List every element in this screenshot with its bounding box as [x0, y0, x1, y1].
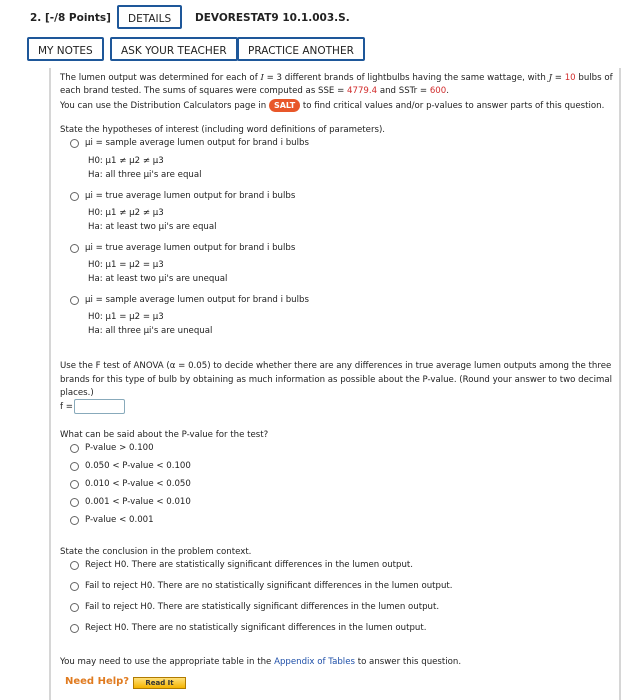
f-label: f = [60, 402, 73, 412]
question-header [0, 0, 642, 70]
hypotheses-prompt: State the hypotheses of interest (including word definitions of parameters). [60, 125, 386, 135]
pvalue-option-3: 0.010 < P-value < 0.050 [85, 479, 191, 489]
hypothesis-1-h0: H0: μ1 ≠ μ2 ≠ μ3 [88, 156, 164, 166]
pvalue-option-1: P-value > 0.100 [85, 443, 154, 453]
hypothesis-2-h0: H0: μ1 ≠ μ2 ≠ μ3 [88, 208, 164, 218]
hypothesis-2-ha: Ha: at least two μi's are equal [88, 222, 217, 232]
f-answer-input[interactable] [74, 399, 125, 414]
conclusion-option-3: Fail to reject H0. There are statistically significant differences in the lumen output. [85, 602, 440, 612]
hypothesis-1-def: μi = sample average lumen output for brand i bulbs [85, 138, 309, 148]
pvalue-option-5-radio[interactable] [70, 516, 79, 525]
conclusion-option-2: Fail to reject H0. There are no statistically significant differences in the lumen output. [85, 581, 453, 591]
hypothesis-3-def: μi = true average lumen output for brand i bulbs [85, 243, 296, 253]
ftest-line-3: places.) [60, 388, 94, 398]
pvalue-option-3-radio[interactable] [70, 480, 79, 489]
conclusion-option-3-radio[interactable] [70, 603, 79, 612]
pvalue-option-4-radio[interactable] [70, 498, 79, 507]
appendix-note: You may need to use the appropriate table in the Appendix of Tables to answer this question. [60, 657, 462, 667]
hypothesis-4-ha: Ha: all three μi's are unequal [88, 326, 213, 336]
question-points: 2. [-/8 Points] [30, 12, 111, 24]
details-button[interactable]: DETAILS [117, 5, 182, 29]
need-help-label: Need Help? [65, 676, 130, 687]
hypothesis-2-def: μi = true average lumen output for brand i bulbs [85, 191, 296, 201]
hypothesis-4-def: μi = sample average lumen output for brand i bulbs [85, 295, 309, 305]
hypothesis-4-h0: H0: μ1 = μ2 = μ3 [88, 312, 164, 322]
appendix-link[interactable]: Appendix of Tables [274, 657, 355, 667]
hypothesis-option-1-radio[interactable] [70, 139, 79, 148]
pvalue-prompt: What can be said about the P-value for the test? [60, 430, 269, 440]
pvalue-option-4: 0.001 < P-value < 0.010 [85, 497, 191, 507]
problem-code: DEVORESTAT9 10.1.003.S. [195, 12, 350, 24]
hypothesis-option-4-radio[interactable] [70, 296, 79, 305]
hypothesis-1-ha: Ha: all three μi's are equal [88, 170, 202, 180]
conclusion-option-1: Reject H0. There are statistically significant differences in the lumen output. [85, 560, 414, 570]
intro-line-2: each brand tested. The sums of squares were computed as SSE = 4779.4 and SSTr = 600. [60, 86, 449, 96]
hypothesis-option-2-radio[interactable] [70, 192, 79, 201]
ftest-line-2: brands for this type of bulb by obtaining as much information as possible about the P-value. (Round your answer to two decimal [60, 375, 613, 385]
hypothesis-3-ha: Ha: at least two μi's are unequal [88, 274, 228, 284]
pvalue-option-5: P-value < 0.001 [85, 515, 154, 525]
conclusion-option-4: Reject H0. There are no statistically significant differences in the lumen output. [85, 623, 427, 633]
pvalue-option-2-radio[interactable] [70, 462, 79, 471]
salt-link[interactable]: SALT [269, 99, 300, 112]
hypothesis-option-3-radio[interactable] [70, 244, 79, 253]
hypothesis-3-h0: H0: μ1 = μ2 = μ3 [88, 260, 164, 270]
pvalue-option-1-radio[interactable] [70, 444, 79, 453]
intro-line-3: You can use the Distribution Calculators page in SALT to find critical values and/or p-values to answer parts of this question. [60, 101, 605, 111]
conclusion-option-2-radio[interactable] [70, 582, 79, 591]
my-notes-button[interactable]: MY NOTES [27, 37, 104, 61]
read-it-button[interactable]: Read It [133, 677, 186, 689]
intro-line-1: The lumen output was determined for each of I = 3 different brands of lightbulbs having the same wattage, with J = 10 bulbs of [60, 73, 613, 83]
conclusion-option-1-radio[interactable] [70, 561, 79, 570]
conclusion-prompt: State the conclusion in the problem context. [60, 547, 252, 557]
pvalue-option-2: 0.050 < P-value < 0.100 [85, 461, 191, 471]
practice-another-button[interactable]: PRACTICE ANOTHER [237, 37, 365, 61]
ask-teacher-button[interactable]: ASK YOUR TEACHER [110, 37, 238, 61]
conclusion-option-4-radio[interactable] [70, 624, 79, 633]
ftest-line-1: Use the F test of ANOVA (α = 0.05) to decide whether there are any differences in true average lumen outputs among the three [60, 361, 612, 371]
